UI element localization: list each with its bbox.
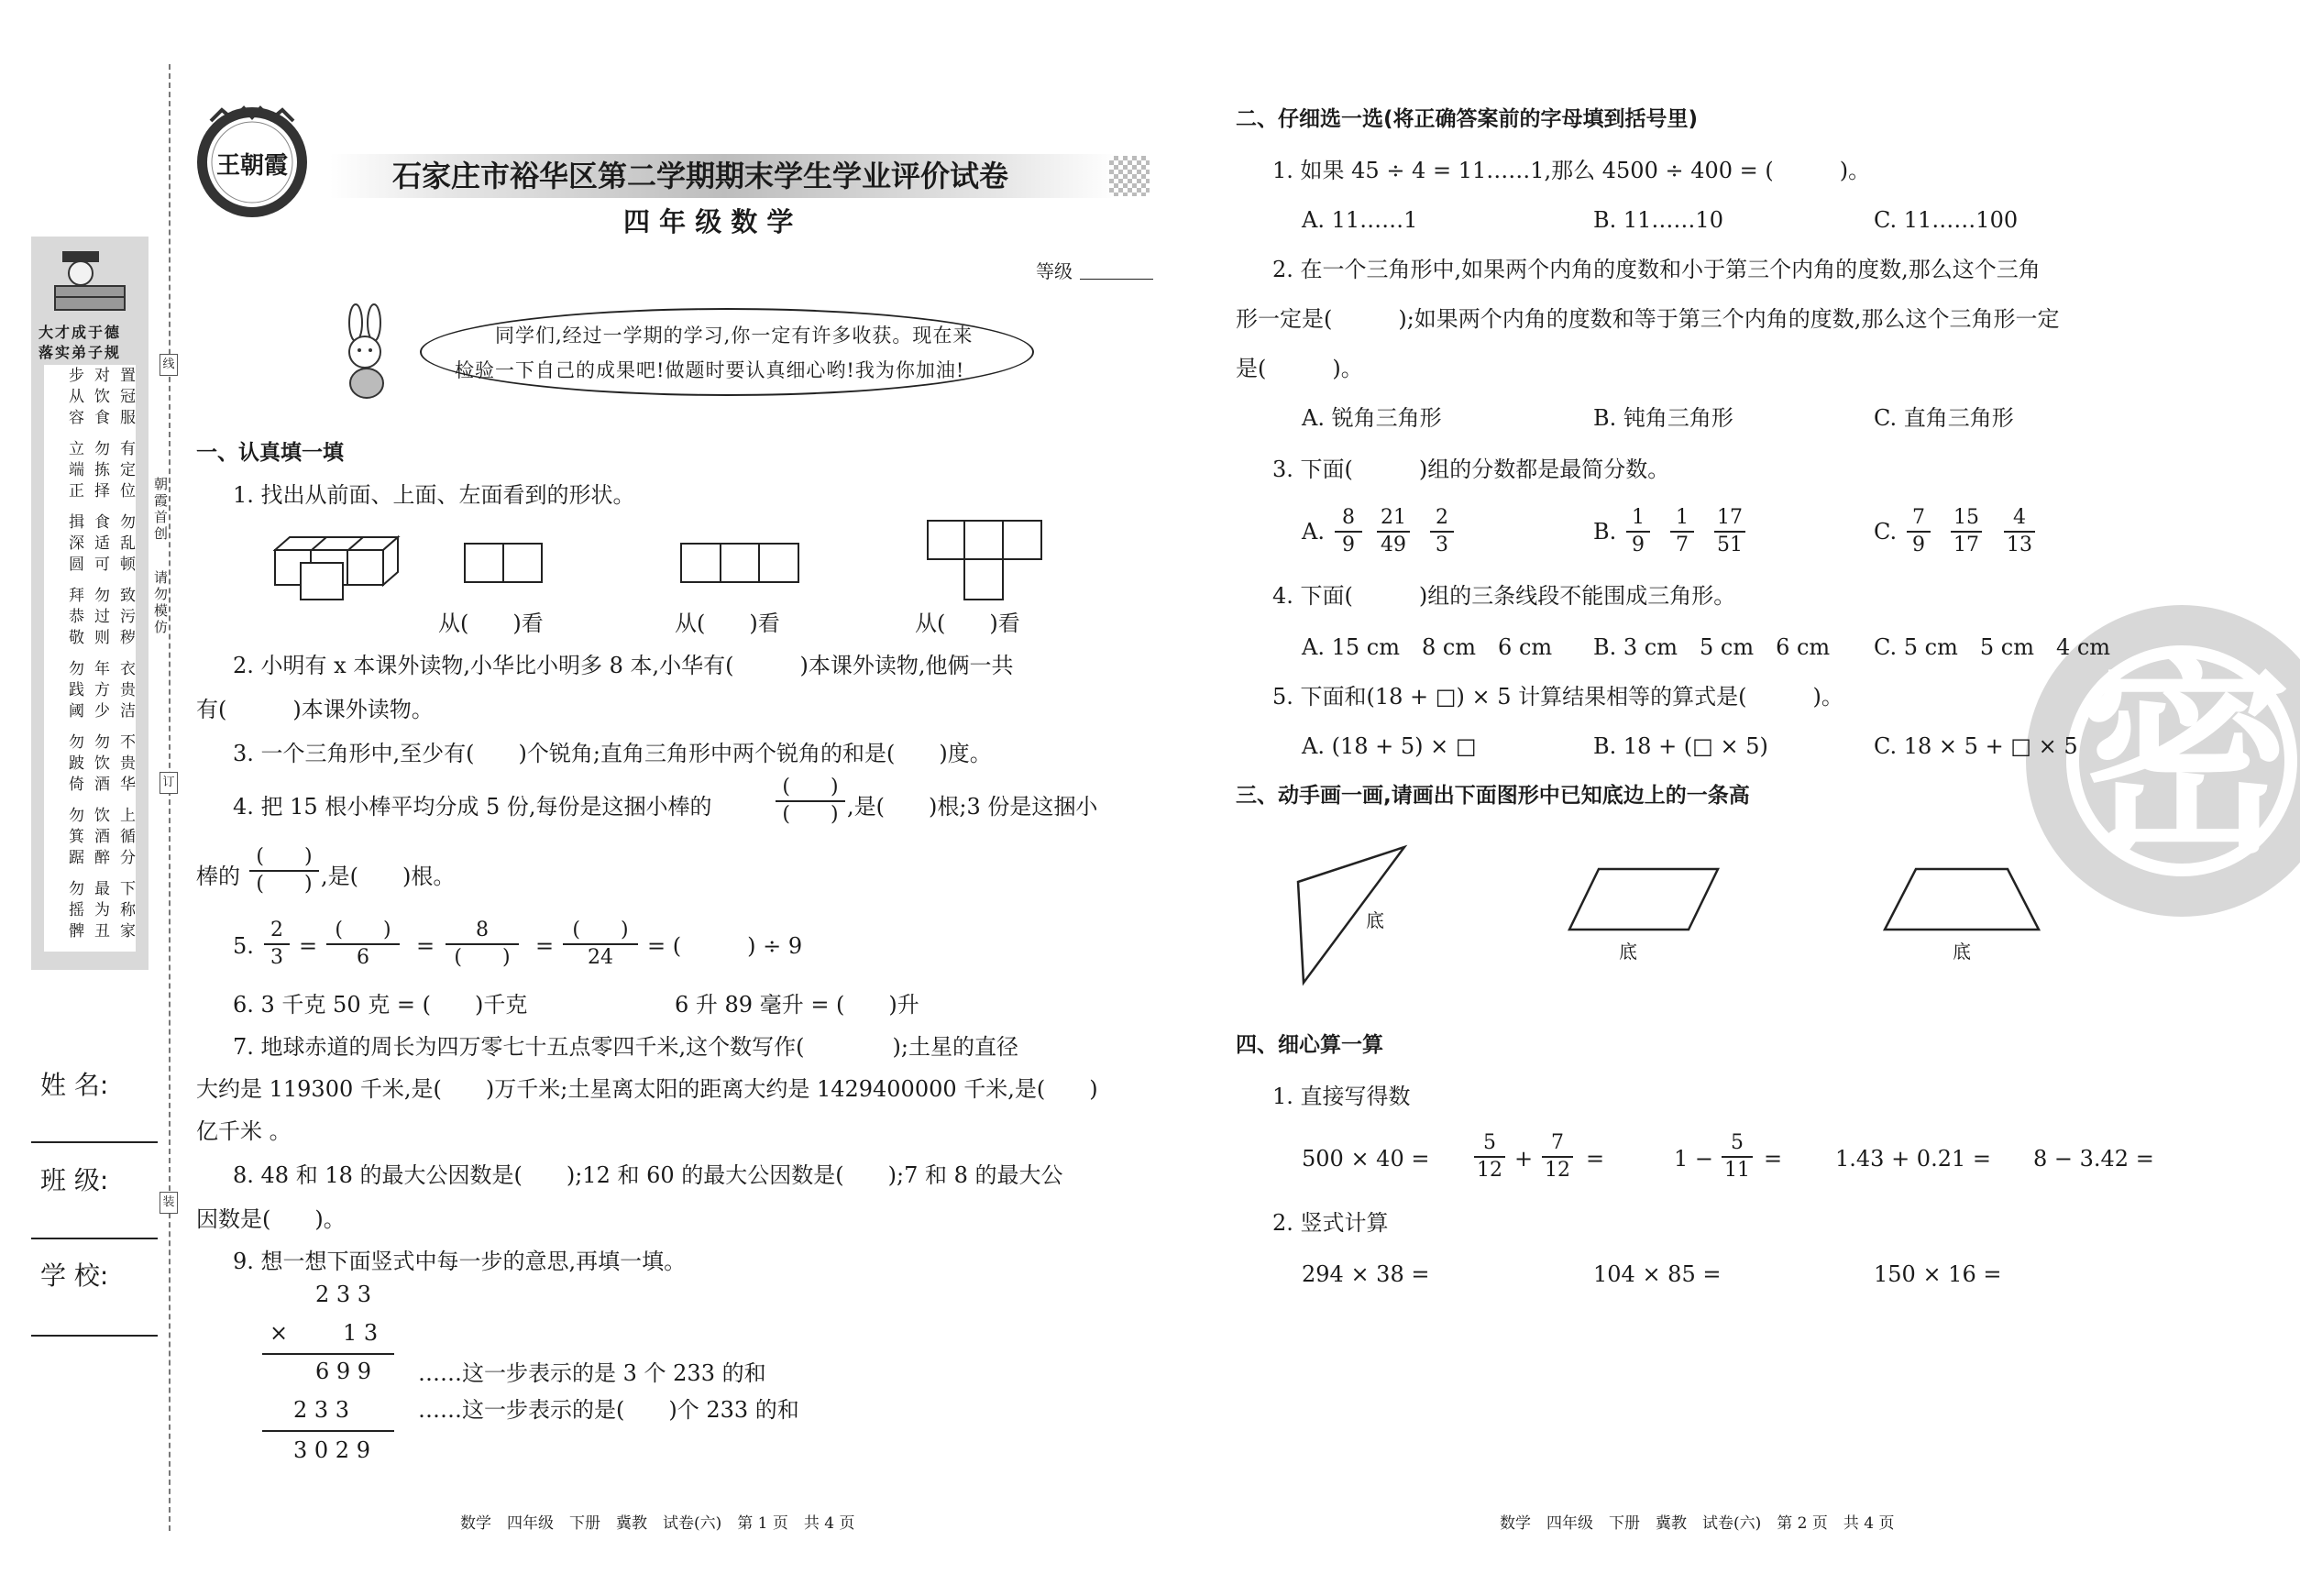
q3b-frac-2: 1 7 bbox=[1670, 506, 1694, 557]
s2-q3-label-b: B. bbox=[1593, 519, 1617, 545]
s2-q3-label-c: C. bbox=[1874, 519, 1898, 545]
s2-q3-label-a: A. bbox=[1302, 519, 1325, 545]
s1-q4-blank-fraction-1: ( ) ( ) bbox=[776, 776, 845, 827]
view-option-2 bbox=[680, 543, 799, 583]
s4-q2-b: 104 × 85 = bbox=[1593, 1261, 1722, 1287]
s4-q1-b-frac-1: 5 12 bbox=[1474, 1131, 1505, 1183]
banner-checker bbox=[1109, 156, 1150, 196]
s2-q5-opt-a: A. (18 + 5) × □ bbox=[1302, 733, 1477, 759]
speech-line-2: 检验一下自己的成果吧!做题时要认真细心哟!我为你加油! bbox=[455, 359, 965, 381]
q5-frac-1: 2 3 bbox=[264, 919, 290, 970]
rule-column: 拜恭敬 bbox=[65, 587, 83, 650]
calc-rule-2 bbox=[262, 1430, 394, 1432]
s1-q5-prefix: 5. bbox=[233, 933, 254, 959]
s2-q4: 4. 下面( )组的三条线段不能围成三角形。 bbox=[1272, 583, 1736, 609]
s4-q1-c-frac: 5 11 bbox=[1722, 1131, 1753, 1183]
section1-heading: 一、认真填一填 bbox=[196, 441, 344, 465]
calc-row2: 1 3 bbox=[343, 1320, 379, 1346]
section4-heading: 四、细心算一算 bbox=[1236, 1033, 1383, 1057]
motto-line-2: 落实弟子规 bbox=[39, 344, 122, 361]
q5-eq-2: = bbox=[416, 933, 435, 959]
rule-column: 年方少 bbox=[91, 660, 109, 723]
s2-q3: 3. 下面( )组的分数都是最简分数。 bbox=[1272, 457, 1670, 482]
motto-line-1: 大才成于德 bbox=[39, 324, 122, 341]
brand-logo bbox=[193, 103, 312, 222]
section3-heading: 三、动手画一画,请画出下面图形中已知底边上的一条高 bbox=[1236, 784, 1750, 808]
s2-q2-opt-c: C. 直角三角形 bbox=[1874, 405, 2014, 431]
calc-rule-1 bbox=[262, 1353, 394, 1355]
s4-q1-b-op: + bbox=[1514, 1146, 1534, 1172]
s4-q1-b-eq: = bbox=[1586, 1146, 1605, 1172]
s1-q3: 3. 一个三角形中,至少有( )个锐角;直角三角形中两个锐角的和是( )度。 bbox=[233, 741, 992, 766]
s1-q2-line2: 有( )本课外读物。 bbox=[196, 697, 434, 722]
trapezoid-figure bbox=[1881, 865, 2042, 933]
q3a-frac-1: 8 9 bbox=[1335, 506, 1362, 557]
rule-column: 饮酒醉 bbox=[91, 807, 109, 870]
s1-q9: 9. 想一想下面竖式中每一步的意思,再填一填。 bbox=[233, 1249, 687, 1274]
s2-q2-opt-a: A. 锐角三角形 bbox=[1302, 405, 1442, 431]
triangle-figure bbox=[1293, 843, 1412, 990]
vertical-note-1: 朝霞首创 bbox=[152, 477, 169, 543]
rule-column: 勿饮酒 bbox=[91, 733, 109, 797]
q3c-frac-1: 7 9 bbox=[1907, 506, 1931, 557]
calc-row1: 2 3 3 bbox=[315, 1282, 372, 1307]
s2-q4-opt-b: B. 3 cm 5 cm 6 cm bbox=[1593, 634, 1831, 660]
q3a-frac-2: 21 49 bbox=[1377, 506, 1410, 557]
q3c-frac-2: 15 17 bbox=[1951, 506, 1982, 557]
s4-q1-d: 1.43 + 0.21 = bbox=[1835, 1146, 1991, 1172]
rule-column: 勿践阈 bbox=[65, 660, 83, 723]
cube-stack-figure bbox=[273, 535, 402, 601]
binding-mark-order: 订 bbox=[160, 772, 178, 794]
rule-column: 步从容 bbox=[65, 367, 83, 430]
binding-mark-bind: 装 bbox=[160, 1192, 178, 1214]
s1-q4-line1-pre: 4. 把 15 根小棒平均分成 5 份,每份是这捆小棒的 bbox=[233, 794, 712, 820]
s2-q1: 1. 如果 45 ÷ 4 = 11……1,那么 4500 ÷ 400 = ( )。 bbox=[1272, 158, 1871, 183]
rule-column: 最为丑 bbox=[91, 880, 109, 943]
binding-mark-line: 线 bbox=[160, 354, 178, 376]
school-label: 学 校: bbox=[40, 1260, 109, 1291]
s4-q2-a: 294 × 38 = bbox=[1302, 1261, 1430, 1287]
s2-q1-opt-b: B. 11……10 bbox=[1593, 207, 1723, 233]
s2-q1-opt-a: A. 11……1 bbox=[1302, 207, 1418, 233]
rule-column: 有定位 bbox=[116, 440, 135, 503]
s1-q7-line1: 7. 地球赤道的周长为四万零七十五点零四千米,这个数写作( );土星的直径 bbox=[233, 1034, 1018, 1060]
view-label-1: 从( )看 bbox=[438, 611, 544, 636]
class-label: 班 级: bbox=[40, 1165, 109, 1195]
view-option-3 bbox=[926, 519, 1043, 601]
parallelogram-figure bbox=[1568, 865, 1722, 933]
q5-frac-2: ( ) 6 bbox=[326, 919, 400, 970]
rule-column: 勿跛倚 bbox=[65, 733, 83, 797]
rule-column: 食适可 bbox=[91, 513, 109, 577]
q5-frac-4: ( ) 24 bbox=[563, 919, 638, 970]
rule-column: 勿乱顿 bbox=[116, 513, 135, 577]
s1-q4-blank-fraction-2: ( ) ( ) bbox=[249, 845, 319, 897]
logo-text: 王朝霞 bbox=[215, 152, 288, 180]
scholar-illustration bbox=[50, 246, 130, 319]
triangle-base-label: 底 bbox=[1366, 909, 1384, 931]
s2-q4-opt-c: C. 5 cm 5 cm 4 cm bbox=[1874, 634, 2111, 660]
rule-column: 衣贵洁 bbox=[116, 660, 135, 723]
school-line bbox=[31, 1335, 158, 1337]
rule-column: 对饮食 bbox=[91, 367, 109, 430]
calc-row5: 3 0 2 9 bbox=[293, 1437, 370, 1463]
s2-q2-line2: 形一定是( );如果两个内角的度数和等于第三个内角的度数,那么这个三角形一定 bbox=[1236, 306, 2060, 332]
grade-line bbox=[1080, 279, 1153, 280]
speech-line-1: 同学们,经过一学期的学习,你一定有许多收获。现在来 bbox=[495, 325, 974, 347]
rule-column: 立端正 bbox=[65, 440, 83, 503]
trapezoid-base-label: 底 bbox=[1953, 941, 1971, 963]
s2-q5: 5. 下面和(18 + □) × 5 计算结果相等的算式是( )。 bbox=[1272, 684, 1843, 710]
s2-q2-line1: 2. 在一个三角形中,如果两个内角的度数和小于第三个内角的度数,那么这个三角 bbox=[1272, 257, 2041, 282]
stamp-glyph: 密 bbox=[2081, 638, 2293, 883]
q3b-frac-3: 17 51 bbox=[1714, 506, 1745, 557]
s1-q4-line1-post: ,是( )根;3 份是这捆小 bbox=[847, 794, 1098, 820]
s1-q6b: 6 升 89 毫升 = ( )升 bbox=[675, 992, 919, 1018]
rules-columns bbox=[50, 367, 141, 953]
s4-q1-c-eq: = bbox=[1764, 1146, 1783, 1172]
rule-column: 上循分 bbox=[116, 807, 135, 870]
s1-q8-line1: 8. 48 和 18 的最大公因数是( );12 和 60 的最大公因数是( );7 和 8 的最大公 bbox=[233, 1162, 1063, 1188]
q5-eq-1: = bbox=[299, 933, 318, 959]
footer-page-2: 数学 四年级 下册 冀教 试卷(六) 第 2 页 共 4 页 bbox=[1500, 1514, 1895, 1533]
s4-q1-c-pre: 1 − bbox=[1674, 1146, 1714, 1172]
rule-column: 致污秽 bbox=[116, 587, 135, 650]
q3a-frac-3: 2 3 bbox=[1430, 506, 1454, 557]
s2-q4-opt-a: A. 15 cm 8 cm 6 cm bbox=[1302, 634, 1553, 660]
s1-q4-line2-pre: 棒的 bbox=[196, 864, 240, 889]
q3b-frac-1: 1 9 bbox=[1626, 506, 1650, 557]
s2-q5-opt-b: B. 18 + (□ × 5) bbox=[1593, 733, 1768, 759]
s2-q5-opt-c: C. 18 × 5 + □ × 5 bbox=[1874, 733, 2078, 759]
s4-q1: 1. 直接写得数 bbox=[1272, 1084, 1411, 1109]
s1-q4-line2-post: ,是( )根。 bbox=[321, 864, 456, 889]
rule-column: 置冠服 bbox=[116, 367, 135, 430]
s4-q1-b-frac-2: 7 12 bbox=[1542, 1131, 1573, 1183]
q5-eq-3: = bbox=[535, 933, 555, 959]
rule-column: 勿摇髀 bbox=[65, 880, 83, 943]
footer-page-1: 数学 四年级 下册 冀教 试卷(六) 第 1 页 共 4 页 bbox=[460, 1514, 855, 1533]
grade-label: 等级 bbox=[1036, 260, 1073, 282]
vertical-note-2: 请勿模仿 bbox=[152, 570, 169, 636]
rule-column: 揖深圆 bbox=[65, 513, 83, 577]
rule-column: 不贵华 bbox=[116, 733, 135, 797]
s4-q2-c: 150 × 16 = bbox=[1874, 1261, 2002, 1287]
view-option-1 bbox=[464, 543, 543, 583]
rule-column: 勿箕踞 bbox=[65, 807, 83, 870]
s1-q2-line1: 2. 小明有 x 本课外读物,小华比小明多 8 本,小华有( )本课外读物,他俩一共 bbox=[233, 653, 1014, 678]
s1-q8-line2: 因数是( )。 bbox=[196, 1206, 346, 1232]
section2-heading: 二、仔细选一选(将正确答案前的字母填到括号里) bbox=[1236, 107, 1699, 131]
view-label-2: 从( )看 bbox=[675, 611, 780, 636]
name-label: 姓 名: bbox=[40, 1070, 109, 1100]
calc-note-2: ……这一步表示的是( )个 233 的和 bbox=[418, 1397, 799, 1423]
s4-q2: 2. 竖式计算 bbox=[1272, 1210, 1389, 1236]
calc-sign: × bbox=[270, 1320, 289, 1346]
q5-tail: = ( ) ÷ 9 bbox=[647, 933, 803, 959]
name-line bbox=[31, 1141, 158, 1143]
parallelogram-base-label: 底 bbox=[1619, 941, 1637, 963]
s2-q1-opt-c: C. 11……100 bbox=[1874, 207, 2019, 233]
binding-dashed-line bbox=[169, 64, 171, 1531]
calc-row4: 2 3 3 bbox=[293, 1397, 350, 1423]
class-line bbox=[31, 1238, 158, 1239]
q3c-frac-3: 4 13 bbox=[2004, 506, 2035, 557]
calc-note-1: ……这一步表示的是 3 个 233 的和 bbox=[418, 1360, 766, 1386]
q5-frac-3: 8 ( ) bbox=[446, 919, 519, 970]
s2-q2-line3: 是( )。 bbox=[1236, 356, 1363, 381]
view-label-3: 从( )看 bbox=[915, 611, 1020, 636]
rule-column: 下称家 bbox=[116, 880, 135, 943]
s4-q1-e: 8 − 3.42 = bbox=[2033, 1146, 2154, 1172]
s2-q2-opt-b: B. 钝角三角形 bbox=[1593, 405, 1733, 431]
s4-q1-a: 500 × 40 = bbox=[1302, 1146, 1430, 1172]
s1-q7-line2: 大约是 119300 千米,是( )万千米;土星离太阳的距离大约是 1429400000 千米,是( ) bbox=[196, 1076, 1098, 1102]
exam-title: 石家庄市裕华区第二学期期末学生学业评价试卷 bbox=[392, 159, 1009, 193]
s1-q1: 1. 找出从前面、上面、左面看到的形状。 bbox=[233, 482, 635, 508]
calc-row3: 6 9 9 bbox=[315, 1359, 372, 1384]
rule-column: 勿拣择 bbox=[91, 440, 109, 503]
rule-column: 勿过则 bbox=[91, 587, 109, 650]
s1-q6a: 6. 3 千克 50 克 = ( )千克 bbox=[233, 992, 528, 1018]
s1-q7-line3: 亿千米 。 bbox=[196, 1118, 292, 1144]
rabbit-mascot bbox=[339, 303, 396, 403]
exam-subtitle: 四 年 级 数 学 bbox=[623, 206, 794, 237]
